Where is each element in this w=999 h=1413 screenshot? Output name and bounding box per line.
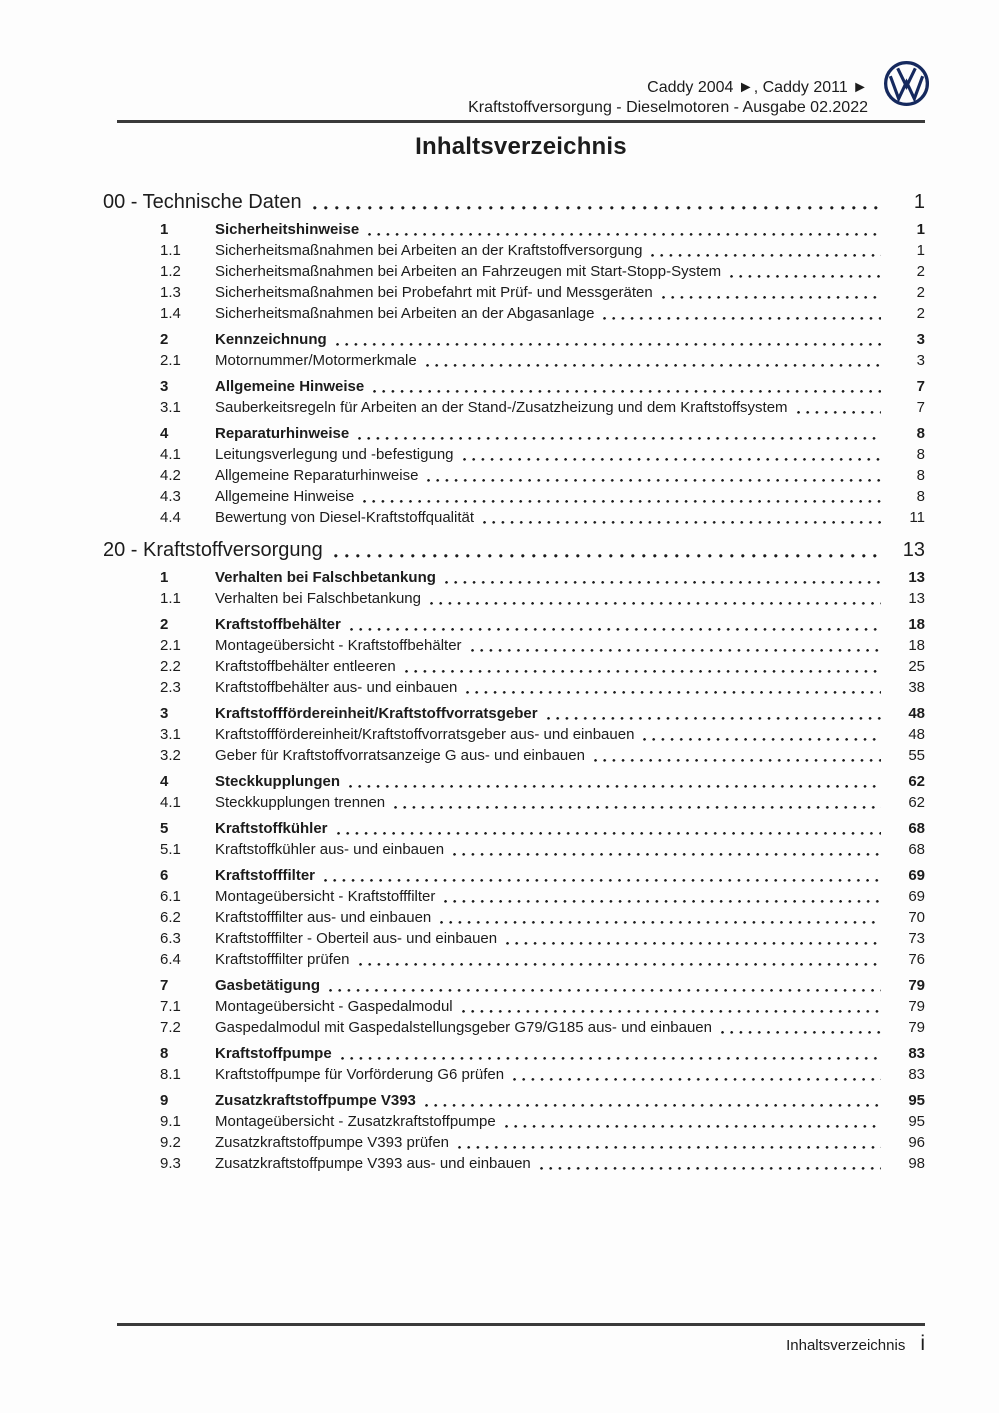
toc-entry-page: 1 [916, 242, 925, 259]
dot-leader [425, 1103, 881, 1108]
toc-entry-title: Verhalten bei Falschbetankung [215, 569, 436, 586]
toc-chapter-title: 00 - Technische Daten [103, 191, 302, 213]
toc-entry-title: Gaspedalmodul mit Gaspedalstellungsgeber G79/G185 aus- und einbauen [215, 1019, 712, 1036]
toc-entry-page: 8 [916, 425, 925, 442]
toc-entry-number: 8.1 [160, 1066, 181, 1083]
toc-entry-row [103, 376, 925, 397]
toc-entry-title: Montageübersicht - Gaspedalmodul [215, 998, 453, 1015]
toc-entry-title: Kraftstoffpumpe für Vorförderung G6 prüfen [215, 1066, 505, 1083]
toc-entry-number: 3.1 [160, 726, 181, 743]
toc-entry-row [103, 928, 925, 949]
toc-chapter-page: 1 [913, 191, 925, 213]
toc-entry-number: 4.3 [160, 488, 181, 505]
toc-entry-row [103, 423, 925, 444]
toc-entry-row [103, 724, 925, 745]
dot-leader [445, 580, 881, 585]
dot-leader [603, 316, 881, 321]
toc-entry-title: Sauberkeitsregeln für Arbeiten an der Stand-/Zusatzheizung und dem Kraftstoffsystem [215, 399, 788, 416]
toc-entry-row [103, 1043, 925, 1064]
toc-entry-number: 6.1 [160, 888, 181, 905]
toc-entry-row [103, 975, 925, 996]
toc-entry-title: Sicherheitsmaßnahmen bei Probefahrt mit Prüf- und Messgeräten [215, 284, 653, 301]
toc-entry-row [103, 656, 925, 677]
toc-entry-title: Montageübersicht - Zusatzkraftstoffpumpe [215, 1113, 496, 1130]
dot-leader [349, 784, 881, 789]
page-header [468, 78, 868, 118]
toc-entry-number: 8 [160, 1045, 169, 1062]
footer-section-label: Inhaltsverzeichnis [786, 1337, 906, 1354]
toc-entry-row [103, 1064, 925, 1085]
toc-entry-row [103, 949, 925, 970]
toc-entry-number: 7.1 [160, 998, 181, 1015]
toc-entry-row [103, 1017, 925, 1038]
toc-entry-row [103, 486, 925, 507]
dot-leader [359, 962, 881, 967]
toc-entry-number: 9.2 [160, 1134, 181, 1151]
toc-entry-row [103, 839, 925, 860]
toc-entry-title: Kraftstofffilter prüfen [215, 951, 350, 968]
dot-leader [324, 878, 881, 883]
table-of-contents [103, 180, 925, 1174]
toc-entry-number: 1.2 [160, 263, 181, 280]
toc-entry-page: 83 [908, 1045, 925, 1062]
toc-entry-title: Montageübersicht - Kraftstofffilter [215, 888, 436, 905]
dot-leader [426, 363, 881, 368]
dot-leader [506, 941, 881, 946]
toc-entry-page: 62 [908, 794, 925, 811]
toc-entry-page: 69 [908, 867, 925, 884]
dot-leader [594, 758, 881, 763]
toc-entry-title: Bewertung von Diesel-Kraftstoffqualität [215, 509, 475, 526]
toc-entry-number: 1 [160, 221, 169, 238]
toc-entry-row [103, 588, 925, 609]
footer-divider [117, 1323, 925, 1326]
toc-entry-title: Leitungsverlegung und -befestigung [215, 446, 454, 463]
toc-entry-number: 2.1 [160, 637, 181, 654]
toc-entry-page: 18 [908, 637, 925, 654]
toc-entry-row [103, 1153, 925, 1174]
toc-entry-page: 48 [908, 705, 925, 722]
toc-entry-row [103, 996, 925, 1017]
toc-entry-row [103, 507, 925, 528]
toc-entry-page: 2 [916, 263, 925, 280]
toc-entry-row [103, 614, 925, 635]
header-divider [117, 120, 925, 123]
toc-entry-page: 68 [908, 841, 925, 858]
page-title: Inhaltsverzeichnis [415, 133, 627, 160]
toc-entry-page: 1 [916, 221, 925, 238]
toc-entry-number: 9 [160, 1092, 169, 1109]
toc-entry-page: 96 [908, 1134, 925, 1151]
toc-entry-row [103, 329, 925, 350]
dot-leader [662, 295, 881, 300]
toc-entry-title: Allgemeine Reparaturhinweise [215, 467, 419, 484]
dot-leader [513, 1077, 881, 1082]
toc-entry-title: Zusatzkraftstoffpumpe V393 [215, 1092, 416, 1109]
toc-entry-page: 2 [916, 284, 925, 301]
footer-page-number: i [920, 1332, 925, 1355]
toc-entry-row [103, 1132, 925, 1153]
toc-entry-title: Kraftstofffördereinheit/Kraftstoffvorratsgeber [215, 705, 538, 722]
dot-leader [444, 899, 881, 904]
toc-entry-title: Steckkupplungen [215, 773, 341, 790]
dot-leader [651, 253, 881, 258]
toc-entry-title: Zusatzkraftstoffpumpe V393 prüfen [215, 1134, 450, 1151]
toc-entry-page: 73 [908, 930, 925, 947]
toc-entry-title: Kraftstoffkühler aus- und einbauen [215, 841, 445, 858]
dot-leader [643, 737, 881, 742]
toc-entry-number: 2.2 [160, 658, 181, 675]
toc-entry-page: 7 [916, 378, 925, 395]
toc-entry-number: 6.4 [160, 951, 181, 968]
toc-entry-page: 79 [908, 1019, 925, 1036]
toc-entry-title: Gasbetätigung [215, 977, 321, 994]
header-model-line: Caddy 2004 ►, Caddy 2011 ► [647, 79, 868, 96]
dot-leader [797, 410, 881, 415]
toc-entry-number: 7.2 [160, 1019, 181, 1036]
toc-entry-number: 5.1 [160, 841, 181, 858]
toc-entry-number: 6 [160, 867, 169, 884]
toc-entry-title: Kraftstofffördereinheit/Kraftstoffvorratsgeber aus- und einbauen [215, 726, 635, 743]
toc-entry-title: Kraftstofffilter - Oberteil aus- und einbauen [215, 930, 498, 947]
header-doc-line: Kraftstoffversorgung - Dieselmotoren - Ausgabe 02.2022 [468, 99, 868, 116]
toc-entry-page: 95 [908, 1092, 925, 1109]
dot-leader [458, 1145, 881, 1150]
toc-entry-title: Kraftstoffbehälter [215, 616, 341, 633]
dot-leader [363, 499, 881, 504]
toc-chapter-title: 20 - Kraftstoffversorgung [103, 539, 323, 561]
toc-entry-row [103, 907, 925, 928]
toc-entry-row [103, 444, 925, 465]
dot-leader [471, 648, 881, 653]
toc-entry-page: 79 [908, 998, 925, 1015]
toc-entry-title: Sicherheitsmaßnahmen bei Arbeiten an der Kraftstoffversorgung [215, 242, 643, 259]
toc-entry-row [103, 771, 925, 792]
toc-entry-page: 3 [916, 352, 925, 369]
toc-entry-title: Allgemeine Hinweise [215, 378, 365, 395]
dot-leader [540, 1166, 881, 1171]
toc-entry-title: Kraftstoffpumpe [215, 1045, 332, 1062]
toc-entry-title: Kraftstofffilter [215, 867, 315, 884]
toc-entry-page: 25 [908, 658, 925, 675]
dot-leader [430, 601, 881, 606]
toc-entry-page: 62 [908, 773, 925, 790]
toc-entry-page: 48 [908, 726, 925, 743]
toc-entry-number: 6.2 [160, 909, 181, 926]
toc-entry-number: 9.3 [160, 1155, 181, 1172]
toc-entry-row [103, 567, 925, 588]
dot-leader [313, 205, 880, 211]
toc-entry-page: 18 [908, 616, 925, 633]
toc-entry-row [103, 397, 925, 418]
toc-entry-title: Allgemeine Hinweise [215, 488, 355, 505]
toc-entry-row [103, 886, 925, 907]
toc-entry-row [103, 865, 925, 886]
dot-leader [368, 232, 881, 237]
dot-leader [334, 553, 880, 559]
toc-entry-page: 76 [908, 951, 925, 968]
toc-entry-number: 9.1 [160, 1113, 181, 1130]
toc-entry-title: Geber für Kraftstoffvorratsanzeige G aus- und einbauen [215, 747, 585, 764]
dot-leader [427, 478, 881, 483]
toc-entry-number: 4.4 [160, 509, 181, 526]
toc-entry-number: 5 [160, 820, 169, 837]
toc-entry-page: 79 [908, 977, 925, 994]
toc-entry-number: 1.4 [160, 305, 181, 322]
toc-entry-number: 4.1 [160, 446, 181, 463]
toc-entry-number: 3.1 [160, 399, 181, 416]
toc-entry-number: 1.3 [160, 284, 181, 301]
toc-entry-title: Montageübersicht - Kraftstoffbehälter [215, 637, 462, 654]
toc-chapter-row [103, 190, 925, 214]
toc-entry-number: 4 [160, 425, 169, 442]
dot-leader [453, 852, 881, 857]
dot-leader [405, 669, 881, 674]
dot-leader [547, 716, 881, 721]
toc-entry-page: 55 [908, 747, 925, 764]
dot-leader [350, 627, 881, 632]
toc-entry-page: 13 [908, 590, 925, 607]
toc-entry-page: 95 [908, 1113, 925, 1130]
toc-entry-page: 8 [916, 446, 925, 463]
toc-entry-title: Kraftstofffilter aus- und einbauen [215, 909, 432, 926]
toc-entry-row [103, 818, 925, 839]
toc-entry-row [103, 745, 925, 766]
toc-entry-row [103, 703, 925, 724]
toc-entry-title: Reparaturhinweise [215, 425, 350, 442]
toc-entry-row [103, 1090, 925, 1111]
toc-entry-row [103, 1111, 925, 1132]
toc-entry-page: 3 [916, 331, 925, 348]
dot-leader [463, 457, 881, 462]
dot-leader [358, 436, 881, 441]
dot-leader [373, 389, 881, 394]
toc-entry-number: 2 [160, 616, 169, 633]
toc-entry-number: 3 [160, 378, 169, 395]
toc-entry-page: 70 [908, 909, 925, 926]
toc-entry-title: Zusatzkraftstoffpumpe V393 aus- und einbauen [215, 1155, 531, 1172]
toc-entry-number: 1.1 [160, 242, 181, 259]
toc-entry-number: 2 [160, 331, 169, 348]
dot-leader [483, 520, 881, 525]
dot-leader [466, 690, 881, 695]
dot-leader [440, 920, 881, 925]
toc-entry-row [103, 350, 925, 371]
toc-entry-title: Sicherheitshinweise [215, 221, 360, 238]
toc-entry-page: 98 [908, 1155, 925, 1172]
toc-entry-number: 3 [160, 705, 169, 722]
toc-entry-number: 4.1 [160, 794, 181, 811]
page-footer [786, 1332, 925, 1356]
dot-leader [721, 1030, 881, 1035]
toc-entry-row [103, 635, 925, 656]
toc-entry-title: Kraftstoffbehälter entleeren [215, 658, 396, 675]
toc-entry-page: 68 [908, 820, 925, 837]
toc-entry-number: 1 [160, 569, 169, 586]
dot-leader [329, 988, 881, 993]
toc-entry-page: 83 [908, 1066, 925, 1083]
dot-leader [337, 831, 881, 836]
toc-entry-row [103, 240, 925, 261]
dot-leader [462, 1009, 881, 1014]
toc-entry-title: Steckkupplungen trennen [215, 794, 386, 811]
toc-entry-page: 11 [909, 509, 925, 526]
toc-entry-number: 3.2 [160, 747, 181, 764]
toc-entry-row [103, 677, 925, 698]
toc-entry-row [103, 303, 925, 324]
toc-entry-title: Verhalten bei Falschbetankung [215, 590, 421, 607]
toc-entry-title: Sicherheitsmaßnahmen bei Arbeiten an der Abgasanlage [215, 305, 595, 322]
toc-entry-row [103, 261, 925, 282]
toc-entry-row [103, 219, 925, 240]
toc-entry-row [103, 792, 925, 813]
dot-leader [505, 1124, 881, 1129]
toc-entry-page: 2 [916, 305, 925, 322]
dot-leader [336, 342, 881, 347]
dot-leader [341, 1056, 881, 1061]
toc-entry-row [103, 282, 925, 303]
toc-entry-title: Kennzeichnung [215, 331, 327, 348]
dot-leader [730, 274, 881, 279]
vw-logo-icon [883, 60, 930, 107]
toc-entry-title: Kraftstoffbehälter aus- und einbauen [215, 679, 458, 696]
toc-entry-page: 7 [916, 399, 925, 416]
toc-entry-title: Sicherheitsmaßnahmen bei Arbeiten an Fahrzeugen mit Start-Stopp-System [215, 263, 722, 280]
toc-entry-page: 8 [916, 467, 925, 484]
toc-entry-number: 4.2 [160, 467, 181, 484]
toc-entry-number: 7 [160, 977, 169, 994]
toc-entry-title: Motornummer/Motormerkmale [215, 352, 417, 369]
toc-entry-page: 69 [908, 888, 925, 905]
toc-chapter-row [103, 538, 925, 562]
toc-entry-number: 6.3 [160, 930, 181, 947]
toc-entry-page: 8 [916, 488, 925, 505]
toc-entry-page: 38 [908, 679, 925, 696]
toc-entry-page: 13 [908, 569, 925, 586]
toc-chapter-page: 13 [902, 539, 925, 561]
dot-leader [394, 805, 881, 810]
toc-entry-title: Kraftstoffkühler [215, 820, 328, 837]
toc-entry-number: 4 [160, 773, 169, 790]
toc-entry-row [103, 465, 925, 486]
toc-entry-number: 2.1 [160, 352, 181, 369]
toc-entry-number: 1.1 [160, 590, 181, 607]
toc-entry-number: 2.3 [160, 679, 181, 696]
